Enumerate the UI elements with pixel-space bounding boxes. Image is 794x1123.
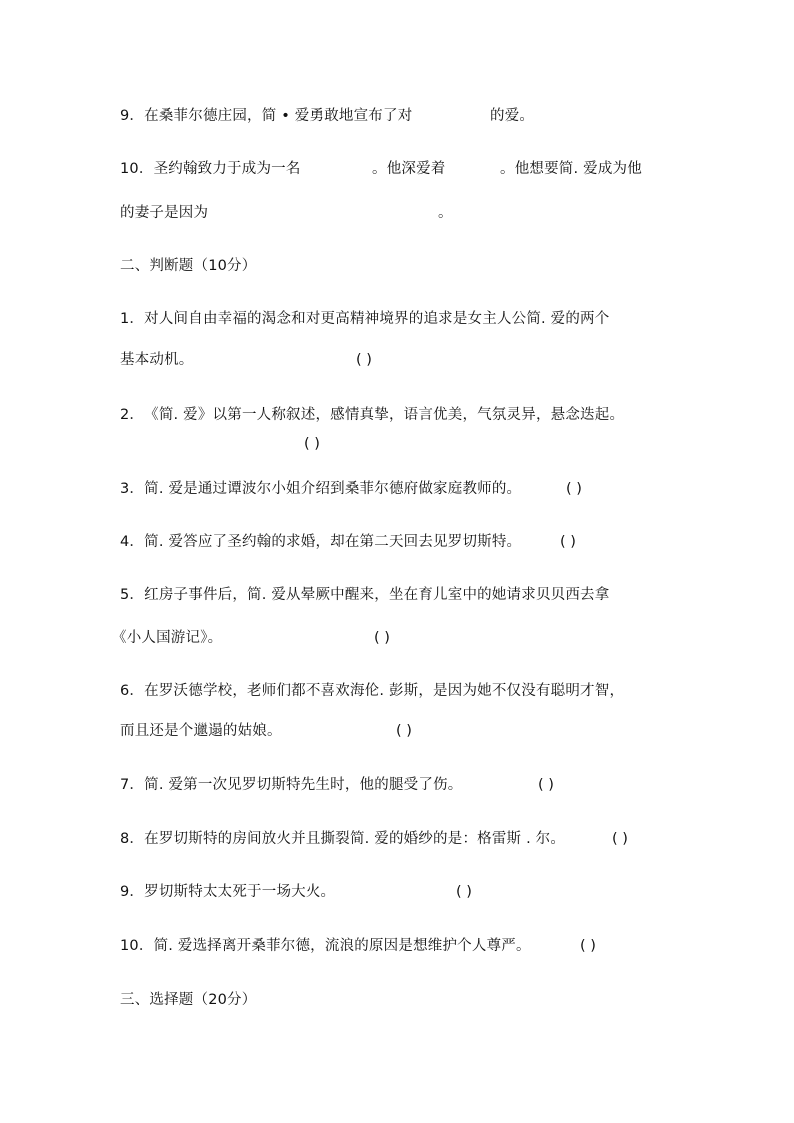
item-text-mid: 。他深爱着 <box>372 161 446 177</box>
item-number: 2． <box>120 407 145 423</box>
answer-paren[interactable]: ( ) <box>374 630 390 646</box>
fill-item-10-line2-end <box>438 203 453 223</box>
item-number: 10． <box>120 161 154 177</box>
item-text: 红房子事件后，简. 爱从晕厥中醒来，坐在育儿室中的她请求贝贝西去拿 <box>144 587 610 603</box>
answer-paren[interactable]: ( ) <box>538 777 554 793</box>
answer-paren[interactable]: ( ) <box>612 831 628 847</box>
item-text-end: 。他想要简. 爱成为他 <box>500 161 642 177</box>
item-text: 对人间自由幸福的渴念和对更高精神境界的追求是女主人公简. 爱的两个 <box>144 311 610 327</box>
judge-item-9 <box>120 882 335 902</box>
judge-item-10 <box>120 936 531 956</box>
item-number: 7． <box>120 777 145 793</box>
fill-item-10-line2 <box>120 203 208 223</box>
item-text-line2-end: 。 <box>438 205 453 221</box>
item-text: 在罗沃德学校，老师们都不喜欢海伦. 彭斯，是因为她不仅没有聪明才智， <box>144 683 625 699</box>
judge-item-7 <box>120 775 462 795</box>
judge-item-8 <box>120 829 565 849</box>
item-text: 简. 爱答应了圣约翰的求婚，却在第二天回去见罗切斯特。 <box>144 534 522 550</box>
fill-item-10-end <box>500 159 642 179</box>
judge-item-5 <box>120 585 609 605</box>
item-number: 9． <box>120 108 145 124</box>
item-number: 10． <box>120 938 154 954</box>
item-text: 圣约翰致力于成为一名 <box>153 161 301 177</box>
section-heading-judgement: 二、判断题（10分） <box>120 258 257 274</box>
answer-paren[interactable]: ( ) <box>304 436 320 452</box>
judge-item-4 <box>120 532 521 552</box>
item-text: 在桑菲尔德庄园，简 • 爱勇敢地宣布了对 <box>144 108 413 124</box>
fill-item-9-tail <box>490 106 534 126</box>
answer-paren[interactable]: ( ) <box>566 481 582 497</box>
judge-item-2 <box>120 405 624 425</box>
item-number: 5． <box>120 587 145 603</box>
item-number: 8． <box>120 831 145 847</box>
item-number: 1． <box>120 311 145 327</box>
item-number: 6． <box>120 683 145 699</box>
item-text: 在罗切斯特的房间放火并且撕裂简. 爱的婚纱的是：格雷斯 . 尔。 <box>144 831 566 847</box>
answer-paren[interactable]: ( ) <box>396 723 412 739</box>
item-text: 简. 爱选择离开桑菲尔德，流浪的原因是想维护个人尊严。 <box>153 938 531 954</box>
fill-item-10-mid <box>372 159 446 179</box>
judge-item-1 <box>120 309 609 329</box>
answer-paren[interactable]: ( ) <box>580 938 596 954</box>
item-text-tail: 的爱。 <box>490 108 535 124</box>
item-text: 《简. 爱》以第一人称叙述，感情真挚，语言优美，气氛灵异，悬念迭起。 <box>144 407 625 423</box>
item-text: 简. 爱是通过谭波尔小姐介绍到桑菲尔德府做家庭教师的。 <box>144 481 522 497</box>
fill-item-9 <box>120 106 412 126</box>
answer-paren[interactable]: ( ) <box>560 534 576 550</box>
item-number: 3． <box>120 481 145 497</box>
judge-item-6 <box>120 681 624 701</box>
judge-item-3 <box>120 479 521 499</box>
item-text: 简. 爱第一次见罗切斯特先生时，他的腿受了伤。 <box>144 777 463 793</box>
item-text-line2: 的妻子是因为 <box>120 205 209 221</box>
item-text: 罗切斯特太太死于一场大火。 <box>144 884 336 900</box>
section-heading-choice: 三、选择题（20分） <box>120 992 257 1008</box>
item-number: 9． <box>120 884 145 900</box>
judge-item-5-cont: 《小人国游记》。 <box>112 630 223 646</box>
answer-paren[interactable]: ( ) <box>356 352 372 368</box>
judge-item-6-cont: 而且还是个邋遢的姑娘。 <box>120 723 282 739</box>
fill-item-10 <box>120 159 301 179</box>
judge-item-1-cont: 基本动机。 <box>120 352 194 368</box>
item-number: 4． <box>120 534 145 550</box>
answer-paren[interactable]: ( ) <box>456 884 472 900</box>
